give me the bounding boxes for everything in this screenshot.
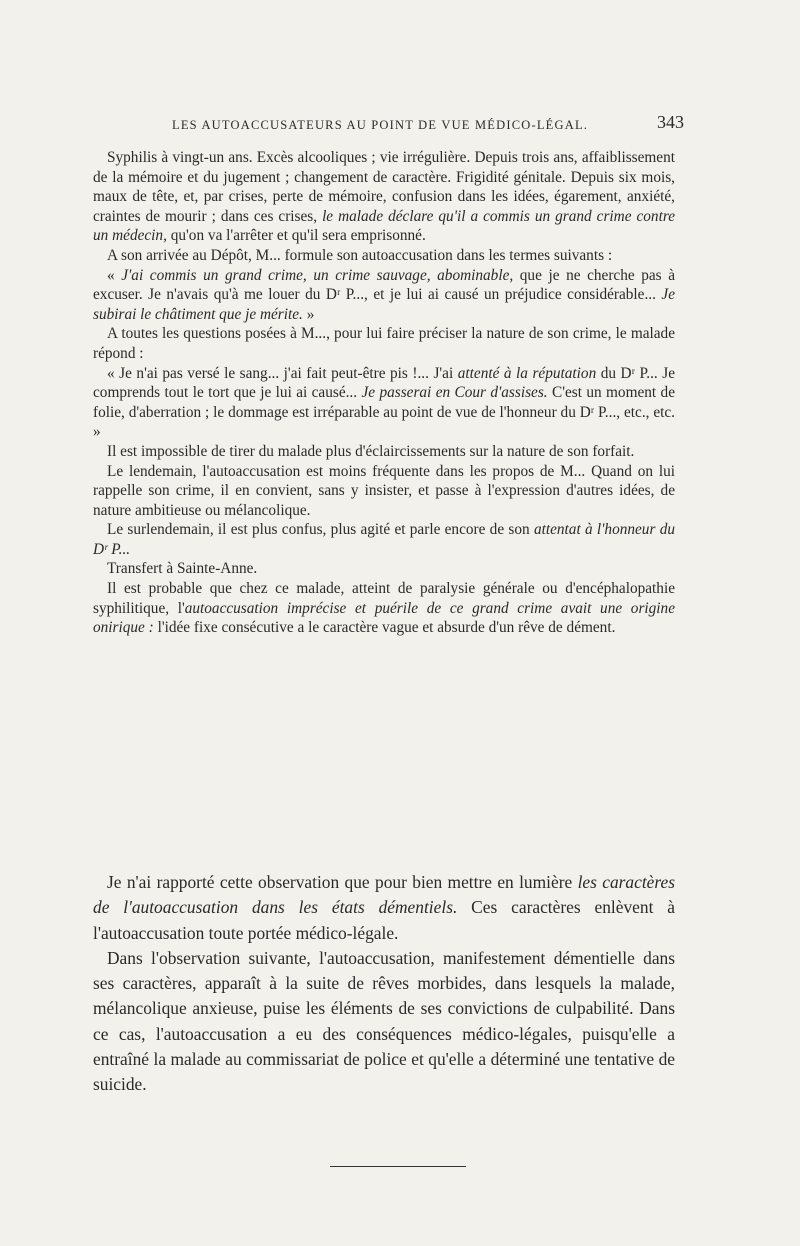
section-divider — [330, 1166, 466, 1167]
running-title: LES AUTOACCUSATEURS AU POINT DE VUE MÉDICO-LÉGAL. — [172, 118, 589, 132]
case-paragraph: Il est probable que chez ce malade, atteint de paralysie générale ou d'encéphalopathie syphilitique, l'autoaccusation imprécise et puérile de ce grand crime avait une origine onirique : l'idée fixe consécutive a le caractère vague et absurde d'un rêve de dément. — [93, 580, 675, 637]
quoted-statement: « Je n'ai pas versé le sang... j'ai fait peut-être pis !... J'ai attenté à la réputation du Dʳ P... Je comprends tout le tort que je lui ai causé... Je passerai en Cour d'assises. C'est un moment de folie, d'aberration ; le dommage est irréparable au point de vue de l'honneur du Dʳ P..., etc., etc. » — [93, 364, 675, 441]
quoted-statement: « J'ai commis un grand crime, un crime sauvage, abominable, que je ne cherche pas à excuser. Je n'avais qu'à me louer du Dʳ P..., et je lui ai causé un préjudice considérable... Je subirai le châtiment que je mérite. » — [93, 266, 675, 323]
case-paragraph: Le surlendemain, il est plus confus, plus agité et parle encore de son attentat à l'honneur du Dʳ P... — [93, 521, 675, 558]
page-number: 343 — [657, 112, 684, 132]
case-paragraph: A son arrivée au Dépôt, M... formule son autoaccusation dans les termes suivants : — [107, 246, 613, 264]
case-paragraph: Le lendemain, l'autoaccusation est moins fréquente dans les propos de M... Quand on lui rappelle son crime, il en convient, sans y insister, et passe à l'expression d'autres idées, de nature ambitieuse ou mélancolique. — [93, 462, 675, 519]
case-report — [93, 148, 675, 638]
case-paragraph: Il est impossible de tirer du malade plus d'éclaircissements sur la nature de son forfait. — [107, 442, 635, 460]
case-paragraph: Syphilis à vingt-un ans. Excès alcooliques ; vie irrégulière. Depuis trois ans, affaiblissement de la mémoire et du jugement ; changement de caractère. Frigidité génitale. Depuis six mois, maux de tête, et, par crises, perte de mémoire, confusion dans les idées, égarement, anxiété, craintes de mourir ; dans ces crises, le malade déclare qu'il a commis un grand crime contre un médecin, qu'on va l'arrêter et qu'il sera emprisonné. — [93, 149, 675, 245]
commentary-paragraph: Dans l'observation suivante, l'autoaccusation, manifestement démentielle dans ses caractères, apparaît à la suite de rêves morbides, dans lesquels la malade, mélancolique anxieuse, puise les éléments de ses convictions de culpabilité. Dans ce cas, l'autoaccusation a eu des conséquences médico-légales, puisqu'elle a entraîné la malade au commissariat de police et qu'elle a déterminé une tentative de suicide. — [93, 947, 675, 1095]
commentary-paragraph: Je n'ai rapporté cette observation que pour bien mettre en lumière les caractères de l'autoaccusation dans les états démentiels. Ces caractères enlèvent à l'autoaccusation toute portée médico-légale. — [93, 872, 675, 943]
case-paragraph: A toutes les questions posées à M..., pour lui faire préciser la nature de son crime, le malade répond : — [93, 325, 675, 362]
commentary — [93, 870, 675, 1098]
running-header — [108, 112, 684, 136]
case-paragraph: Transfert à Sainte-Anne. — [107, 560, 258, 578]
